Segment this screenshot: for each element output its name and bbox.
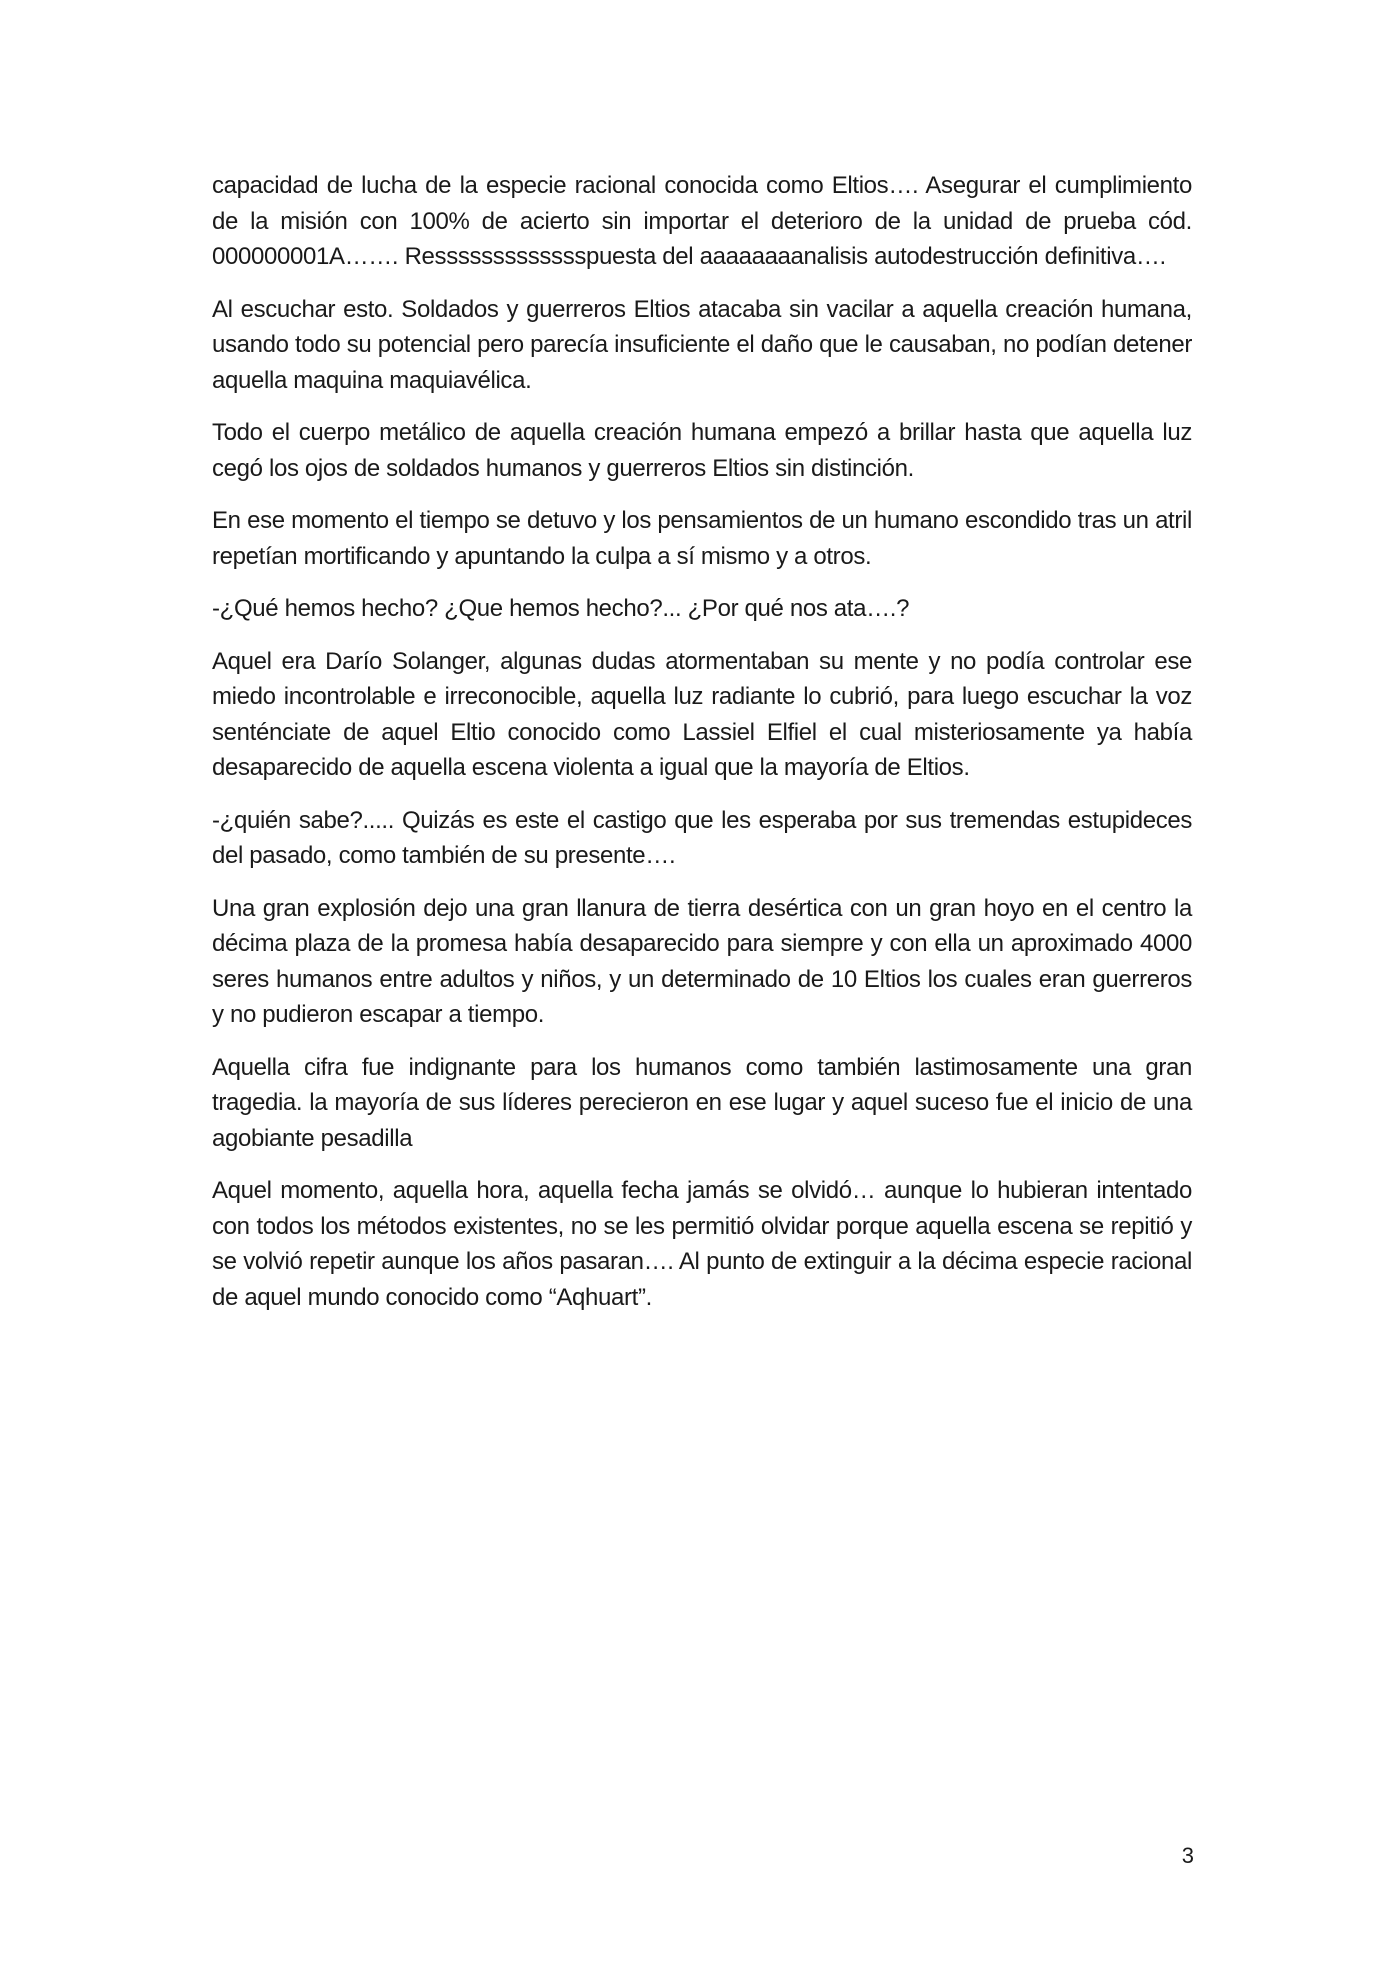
paragraph-6: Aquel era Darío Solanger, algunas dudas atormentaban su mente y no podía controlar ese miedo incontrolable e irreconocible, aquella luz radiante lo cubrió, para luego escuchar la voz senténciate de aquel Eltio conocido como Lassiel Elfiel el cual misteriosamente ya había desaparecido de aquella escena violenta a igual que la mayoría de Eltios. <box>212 647 1192 781</box>
paragraph-7: -¿quién sabe?..... Quizás es este el castigo que les esperaba por sus tremendas estupideces del pasado, como también de su presente…. <box>212 806 1192 869</box>
paragraph-9: Aquella cifra fue indignante para los humanos como también lastimosamente una gran tragedia. la mayoría de sus líderes perecieron en ese lugar y aquel suceso fue el inicio de una agobiante pesadilla <box>212 1053 1192 1152</box>
paragraph-1: capacidad de lucha de la especie racional conocida como Eltios…. Asegurar el cumplimiento de la misión con 100% de acierto sin importar el deterioro de la unidad de prueba cód. 000000001A……. Ressssssssssssspuesta del aaaaaaaanalisis autodestrucción definitiva…. <box>212 172 1192 270</box>
paragraph-3: Todo el cuerpo metálico de aquella creación humana empezó a brillar hasta que aquella luz cegó los ojos de soldados humanos y guerreros Eltios sin distinción. <box>212 419 1192 482</box>
paragraph-2: Al escuchar esto. Soldados y guerreros Eltios atacaba sin vacilar a aquella creación humana, usando todo su potencial pero parecía insuficiente el daño que le causaban, no podían detener aquella maquina maquiavélica. <box>212 295 1192 394</box>
paragraph-5: -¿Qué hemos hecho? ¿Que hemos hecho?... ¿Por qué nos ata….? <box>212 595 910 622</box>
body-text <box>212 168 1192 1332</box>
page-number: 3 <box>1181 1843 1194 1868</box>
paragraph-4: En ese momento el tiempo se detuvo y los pensamientos de un humano escondido tras un atril repetían mortificando y apuntando la culpa a sí mismo y a otros. <box>212 507 1192 570</box>
paragraph-8: Una gran explosión dejo una gran llanura de tierra desértica con un gran hoyo en el centro la décima plaza de la promesa había desaparecido para siempre y con ella un aproximado 4000 seres humanos entre adultos y niños, y un determinado de 10 Eltios los cuales eran guerreros y no pudieron escapar a tiempo. <box>212 894 1192 1028</box>
paragraph-10: Aquel momento, aquella hora, aquella fecha jamás se olvidó… aunque lo hubieran intentado con todos los métodos existentes, no se les permitió olvidar porque aquella escena se repitió y se volvió repetir aunque los años pasaran…. Al punto de extinguir a la décima especie racional de aquel mundo conocido como “Aqhuart”. <box>212 1177 1192 1311</box>
